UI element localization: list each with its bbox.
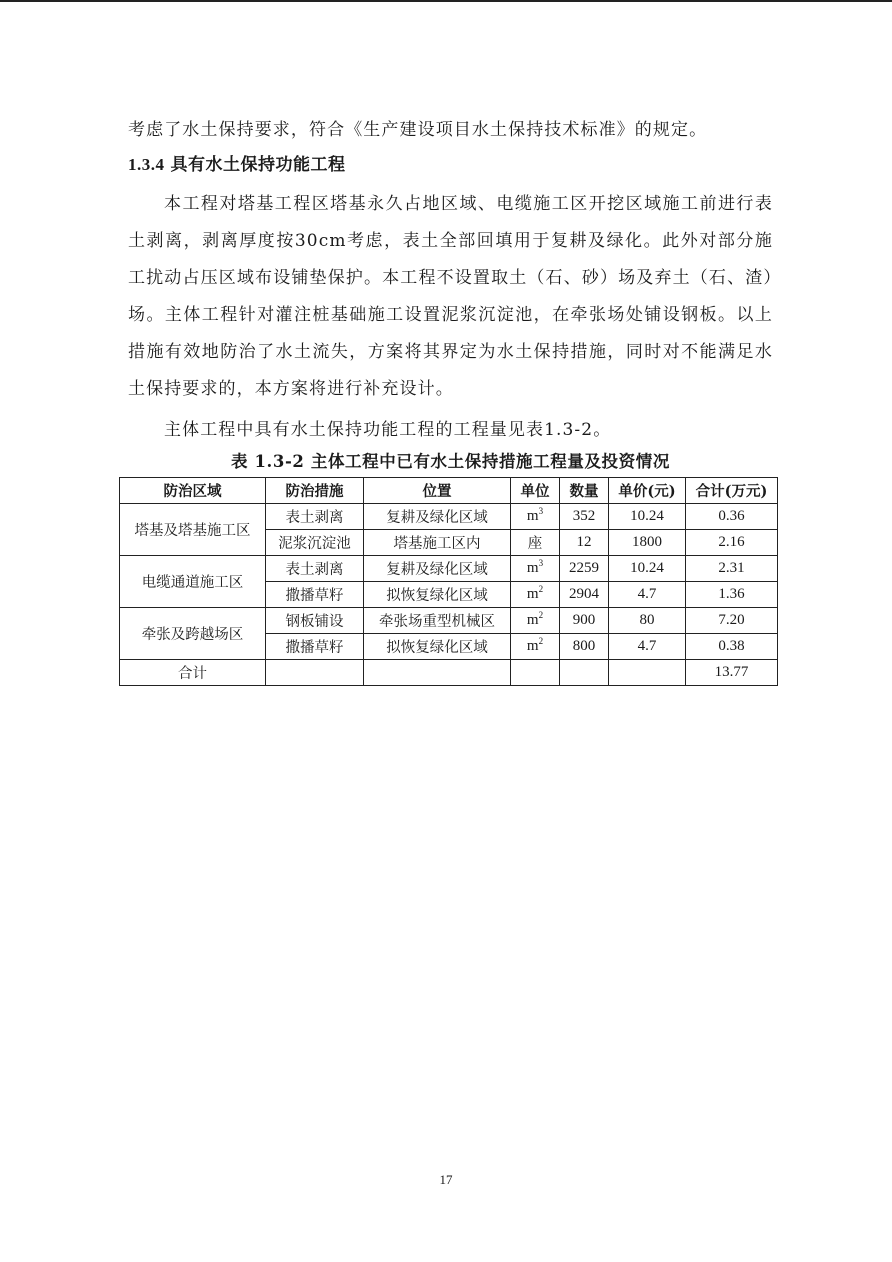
body-paragraph-1: 本工程对塔基工程区塔基永久占地区域、电缆施工区开挖区域施工前进行表土剥离，剥离厚度按30cm考虑，表土全部回填用于复耕及绿化。此外对部分施工扰动占压区域布设铺垫保护。本工程不设置取土（石、砂）场及弃土（石、渣）场。主体工程针对灌注桩基础施工设置泥浆沉淀池，在牵张场处铺设钢板。以上措施有效地防治了水土流失，方案将其界定为水土保持措施，同时对不能满足水土保持要求的，本方案将进行补充设计。 <box>128 194 773 399</box>
total-cell: 7.20 <box>686 608 778 634</box>
table-caption: 表 1.3-2 主体工程中已有水土保持措施工程量及投资情况 <box>231 452 670 471</box>
quantity-cell: 900 <box>560 608 609 634</box>
unit-cell: $m^2$ <box>511 582 560 608</box>
table-row <box>120 608 778 634</box>
price-cell: 80 <box>609 608 686 634</box>
price-cell: 10.24 <box>609 504 686 530</box>
header-unit: 单位 <box>511 478 560 504</box>
table-header-row <box>120 478 778 504</box>
measure-cell: 泥浆沉淀池 <box>266 530 364 556</box>
empty-cell <box>511 660 560 686</box>
section-number: 1.3.4 <box>128 155 165 174</box>
header-unit-price: 单价(元) <box>609 478 686 504</box>
total-label-cell: 合计 <box>120 660 266 686</box>
quantity-cell: 2259 <box>560 556 609 582</box>
location-cell: 复耕及绿化区域 <box>364 556 511 582</box>
header-location: 位置 <box>364 478 511 504</box>
total-cell: 0.36 <box>686 504 778 530</box>
page-top-border <box>0 0 892 2</box>
empty-cell <box>560 660 609 686</box>
table-total-row <box>120 660 778 686</box>
location-cell: 牵张场重型机械区 <box>364 608 511 634</box>
measure-cell: 撒播草籽 <box>266 582 364 608</box>
zone-cell: 塔基及塔基施工区 <box>120 504 266 556</box>
unit-cell: $m^2$ <box>511 608 560 634</box>
empty-cell <box>266 660 364 686</box>
total-cell: 1.36 <box>686 582 778 608</box>
quantity-cell: 12 <box>560 530 609 556</box>
section-heading <box>128 150 346 175</box>
page-number: 17 <box>439 1172 453 1187</box>
zone-cell: 电缆通道施工区 <box>120 556 266 608</box>
unit-cell: $m^3$ <box>511 556 560 582</box>
price-cell: 1800 <box>609 530 686 556</box>
price-cell: 4.7 <box>609 634 686 660</box>
total-cell: 0.38 <box>686 634 778 660</box>
unit-cell: $m^2$ <box>511 634 560 660</box>
table-row <box>120 504 778 530</box>
table-row <box>120 556 778 582</box>
total-cell: 2.31 <box>686 556 778 582</box>
measure-cell: 撒播草籽 <box>266 634 364 660</box>
intro-paragraph: 考虑了水土保持要求，符合《生产建设项目水土保持技术标准》的规定。 <box>128 120 708 140</box>
measures-table <box>119 477 778 686</box>
measure-cell: 表土剥离 <box>266 504 364 530</box>
unit-cell: 座 <box>511 530 560 556</box>
location-cell: 拟恢复绿化区域 <box>364 582 511 608</box>
header-quantity: 数量 <box>560 478 609 504</box>
unit-cell: $m^3$ <box>511 504 560 530</box>
price-cell: 10.24 <box>609 556 686 582</box>
header-total: 合计(万元) <box>686 478 778 504</box>
location-cell: 复耕及绿化区域 <box>364 504 511 530</box>
body-paragraph-2: 主体工程中具有水土保持功能工程的工程量见表1.3-2。 <box>164 420 612 440</box>
measure-cell: 表土剥离 <box>266 556 364 582</box>
quantity-cell: 800 <box>560 634 609 660</box>
measure-cell: 钢板铺设 <box>266 608 364 634</box>
empty-cell <box>364 660 511 686</box>
price-cell: 4.7 <box>609 582 686 608</box>
location-cell: 拟恢复绿化区域 <box>364 634 511 660</box>
quantity-cell: 352 <box>560 504 609 530</box>
grand-total-cell: 13.77 <box>686 660 778 686</box>
zone-cell: 牵张及跨越场区 <box>120 608 266 660</box>
quantity-cell: 2904 <box>560 582 609 608</box>
header-measure: 防治措施 <box>266 478 364 504</box>
empty-cell <box>609 660 686 686</box>
header-zone: 防治区域 <box>120 478 266 504</box>
section-title: 具有水土保持功能工程 <box>170 155 346 175</box>
total-cell: 2.16 <box>686 530 778 556</box>
location-cell: 塔基施工区内 <box>364 530 511 556</box>
